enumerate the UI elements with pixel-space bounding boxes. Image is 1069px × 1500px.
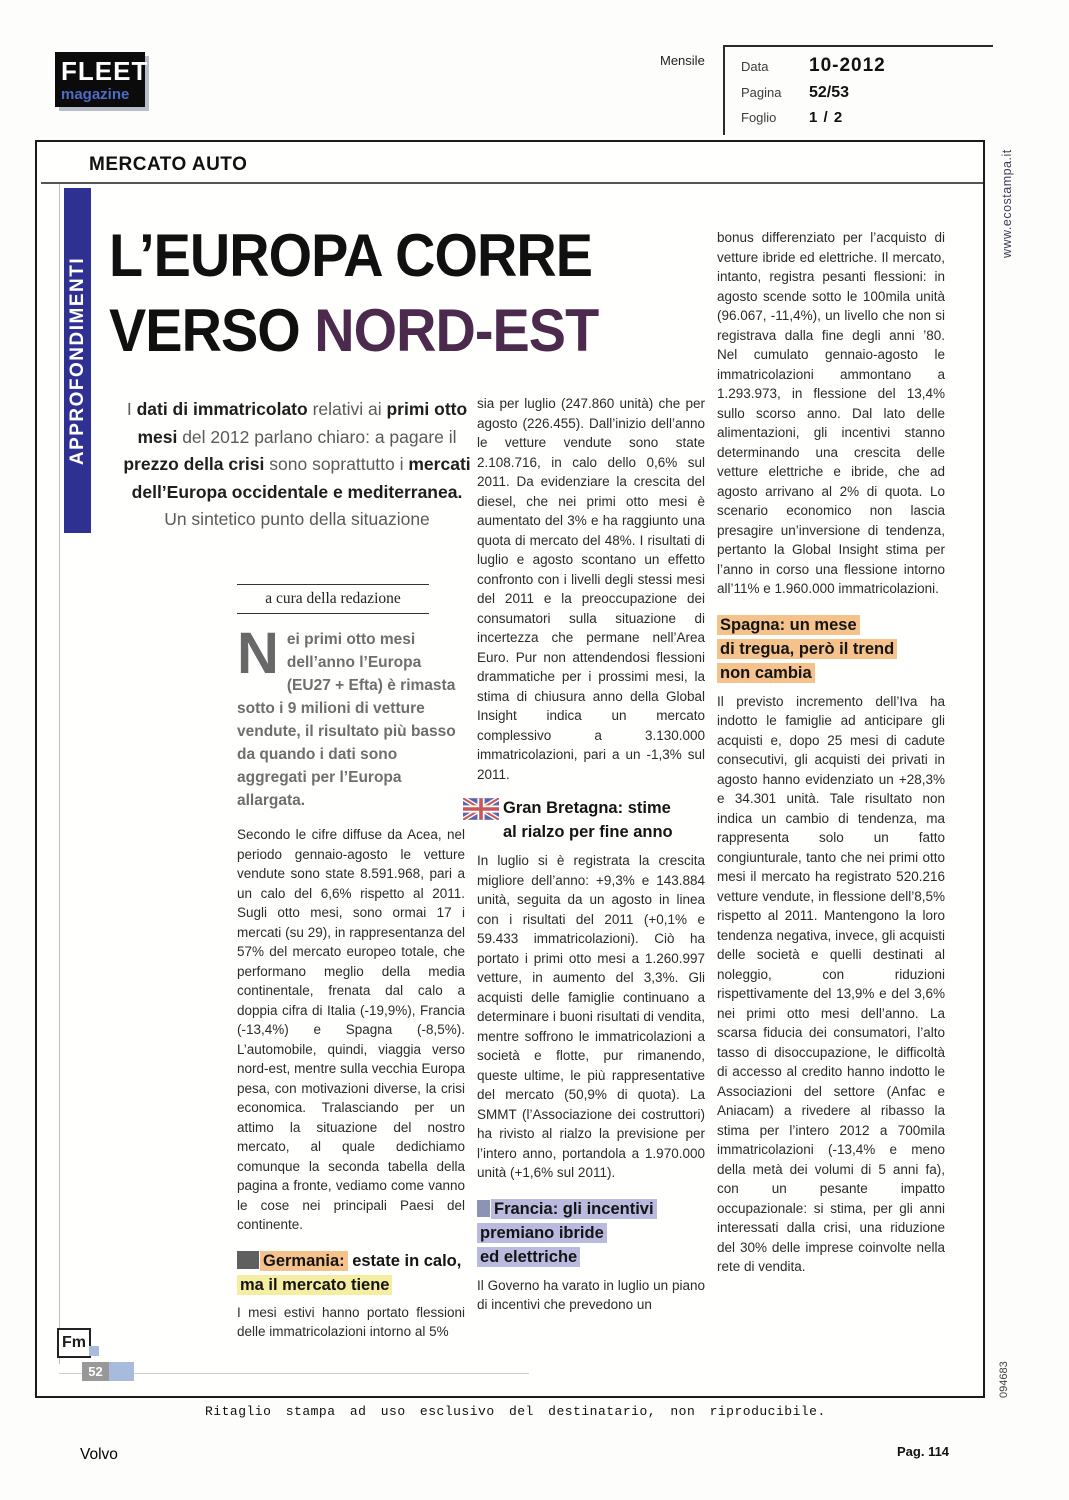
clipping-code: 094683 [998,1361,1010,1398]
fleet-logo-wordmark: FLEET [55,52,145,87]
francia-heading-line3: ed elettriche [477,1247,580,1267]
column-1 [237,621,465,1342]
spagna-heading-line2: di tregua, però il trend [717,639,897,659]
heading-germania [237,1249,465,1297]
intro-text: ei primi otto mesi dell’anno l’Europa (EU27 + Efta) è rimasta sotto i 9 milioni di vetture vendute, il risultato più basso da quando i dati sono aggregati per l’Europa allargata. [237,631,456,809]
page-number: 52 [82,1362,109,1381]
article-frame [35,140,985,1398]
col3-paragraph-1: bonus differenziato per l’acquisto di vetture ibride ed elettriche. Il mercato, intanto, registra pesanti flessioni: in agosto scende sotto le 100mila unità (96.067, -11,4%), un livello che non si registrava dalla fine degli anni ’80. Nel cumulato gennaio-agosto le immatricolazioni ammontano a 1.293.973, in flessione del 13,4% sullo scorso anno. Dal lato delle alimentazioni, gli incentivi stanno determinando una crescita delle vetture elettriche e ibride, che ad agosto arrivano al 2% di quota. Lo scenario economico non lascia presagire un’inversione di tendenza, pertanto la Global Insight stima per l’anno in corso una flessione intorno all’11% e 1.960.000 immatricolazioni. [717,230,945,596]
title-line2-accent: NORD-EST [314,297,599,364]
meta-row-data [741,55,993,77]
col2-paragraph-3: Il Governo ha varato in luglio un piano di incentivi che prevedono un [477,1277,705,1312]
lead-seg-7: mercati dell’Europa occidentale e mediterranea. [131,454,471,502]
heading-spagna [717,613,945,685]
left-margin-rule [59,184,60,1364]
press-clipping-disclaimer: Ritaglio stampa ad uso esclusivo del destinatario, non riproducibile. [205,1404,826,1419]
heading-gran-bretagna [477,796,705,844]
meta-pagina-label: Pagina [741,85,782,100]
lead-seg-5: prezzo della crisi [123,454,265,474]
fleet-logo-subtitle: magazine [55,87,145,107]
approfondimenti-banner-label: APPROFONDIMENTI [66,256,88,465]
germania-heading-rest: estate in calo, [347,1251,462,1270]
col3-paragraph-2: Il previsto incremento dell’Iva ha indotto le famiglie ad anticipare gli acquisti e, dopo 25 mesi di cadute consecutivi, gli acquisti dei privati in agosto hanno evidenziato un +28,3% e 34.301 unità. Tale risultato non indica un cambio di tendenza, ma rappresenta solo un fatto congiunturale, tanto che nei primi otto mesi il mercato ha registrato 520.216 vetture vendute, in flessione dell’8,5% rispetto al 2011. Mantengono la loro tendenza negativa, invece, gli acquisti delle società e quelli destinati al noleggio, con riduzioni rispettivamente del 13,9% e del 3,6% nei primi otto mesi dell’anno. La scarsa fiducia dei consumatori, l’alto tasso di disoccupazione, le difficoltà di accesso al credito hanno indotto le Associazioni del settore (Anfac e Aniacam) a rivedere al ribasso la stima per l’intero 2012 a 700mila immatricolazioni (-13,4% e meno della metà dei volumi di 5 anni fa), con un pesante impatto occupazionale: si stima, per gli anni interessati dalla crisi, una riduzione del 30% delle imprese coinvolte nella rete di vendita. [717,693,945,1274]
brand-keyword: Volvo [80,1446,118,1463]
fm-mini-logo: Fm [57,1328,91,1358]
fleet-magazine-logo [55,52,149,107]
col1-paragraph-1: Secondo le cifre diffuse da Acea, nel periodo gennaio-agosto le vetture vendute sono state 8.591.968, pari a un calo del 6,6% rispetto al 2011. Sugli otto mesi, sono ormai 17 i mercati (su 29), in rappresentanza del 57% del mercato europeo totale, che performano meglio della media continentale, frenata dal calo a doppia cifra di Italia (-19,9%), Francia (-13,4%) e Spagna (-8,5%). L’automobile, quindi, viaggia verso nord-est, mentre sulla vecchia Europa pesa, con motivazioni diverse, la crisi economica. Tralasciando per un attimo la situazione del nostro mercato, al quale dedichiamo comunque la seconda tabella della pagina a fronte, vediamo come vanno le cose nei principali Paesi del continente. [237,827,465,1232]
meta-foglio-label: Foglio [741,110,777,125]
spagna-heading-line1: Spagna: un mese [717,615,860,635]
article-title-line1: L’EUROPA CORRE [109,222,593,289]
meta-row-pagina [741,84,993,102]
column-2 [477,394,705,1315]
intro-paragraph [237,621,465,812]
lead-seg-6: sono soprattutto i [264,454,409,474]
col2-paragraph-2: In luglio si è registrata la crescita migliore dell’anno: +9,3% e 143.884 unità, seguita da un agosto in linea con i risultati del 2011 (+0,1% e 59.433 immatricolazioni). Ciò ha portato i primi otto mesi a 1.260.997 vetture, in aumento del 3,3%. Gli acquisti delle famiglie continuano a determinare i buoni risultati di vendita, mentre soffrono le immatricolazioni a società e flotte, pur rimanendo, queste ultime, le più rappresentative del mercato (50,9% di quota). La SMMT (l’Associazione dei costruttori) ha rivisto al rialzo la previsione per l’intero anno, portandola a 1.970.000 unità (+1,6% sul 2011). [477,853,705,1180]
meta-data-value: 10-2012 [809,55,886,76]
page-reference: Pag. 114 [897,1444,950,1459]
clipping-meta-box [723,45,993,135]
lead-seg-4: del 2012 parlano chiaro: a pagare il [177,426,457,447]
gb-heading-line1: Gran Bretagna: stime [503,799,671,817]
germania-heading-line2: ma il mercato tiene [237,1275,392,1295]
col1-paragraph-2: I mesi estivi hanno portato flessioni delle immatricolazioni intorno al 5% [237,1304,465,1339]
kicker-rule [41,182,983,184]
lead-seg-2: relativi ai [307,399,387,419]
lead-seg-3: primi otto mesi [137,399,468,447]
section-kicker: MERCATO AUTO [89,154,248,175]
gb-heading-line2: al rialzo per fine anno [503,823,673,841]
lead-seg-8: Un sintetico punto della situazione [164,509,430,529]
approfondimenti-banner [64,188,91,533]
byline: a cura della redazione [237,584,429,614]
meta-pagina-value: 52/53 [809,84,850,101]
lead-seg-0: I [126,399,137,419]
periodicity-label: Mensile [660,53,705,68]
meta-foglio-value: 1 / 2 [809,109,844,126]
column-3 [717,228,945,1277]
spagna-heading-line3: non cambia [717,663,815,683]
dropcap: N [237,621,279,686]
germania-marker-chip [237,1251,259,1269]
article-lead [119,396,475,534]
germania-heading-highlight: Germania: [260,1251,348,1271]
francia-marker-chip [477,1200,490,1217]
page-number-band [82,1362,134,1381]
francia-heading-line2: premiano ibride [477,1223,607,1243]
lead-seg-1: dati di immatricolato [136,399,308,419]
uk-flag-icon [463,798,499,820]
article-title [109,218,598,368]
col2-paragraph-1: sia per luglio (247.860 unità) che per agosto (226.455). Dall’inizio dell’anno le vetture vendute sono state 2.108.716, in calo dello 0,6% sul 2011. Da evidenziare la crescita del diesel, che nei primi otto mesi è aumentato del 3% e ha raggiunto una quota di mercato del 48%. I risultati di luglio e agosto scontano un effetto confronto con i livelli degli stessi mesi del 2011 e la preoccupazione dei consumatori sulla situazione di incertezza che permane nell’Area Euro. Pur non attendendosi flessioni drammatiche per i prossimi mesi, la stima di chiusura anno della Global Insight indica un mercato complessivo a 3.130.000 immatricolazioni, pari a un -1,3% sul 2011. [477,396,705,782]
title-line2-black: VERSO [109,297,315,364]
meta-data-label: Data [741,59,769,74]
meta-row-foglio [741,109,993,126]
ecostampa-watermark: www.ecostampa.it [1000,149,1014,258]
francia-heading-line1: Francia: gli incentivi [491,1199,657,1219]
heading-francia [477,1197,705,1269]
fm-logo-accent [89,1346,99,1356]
article-title-line2 [109,293,598,368]
